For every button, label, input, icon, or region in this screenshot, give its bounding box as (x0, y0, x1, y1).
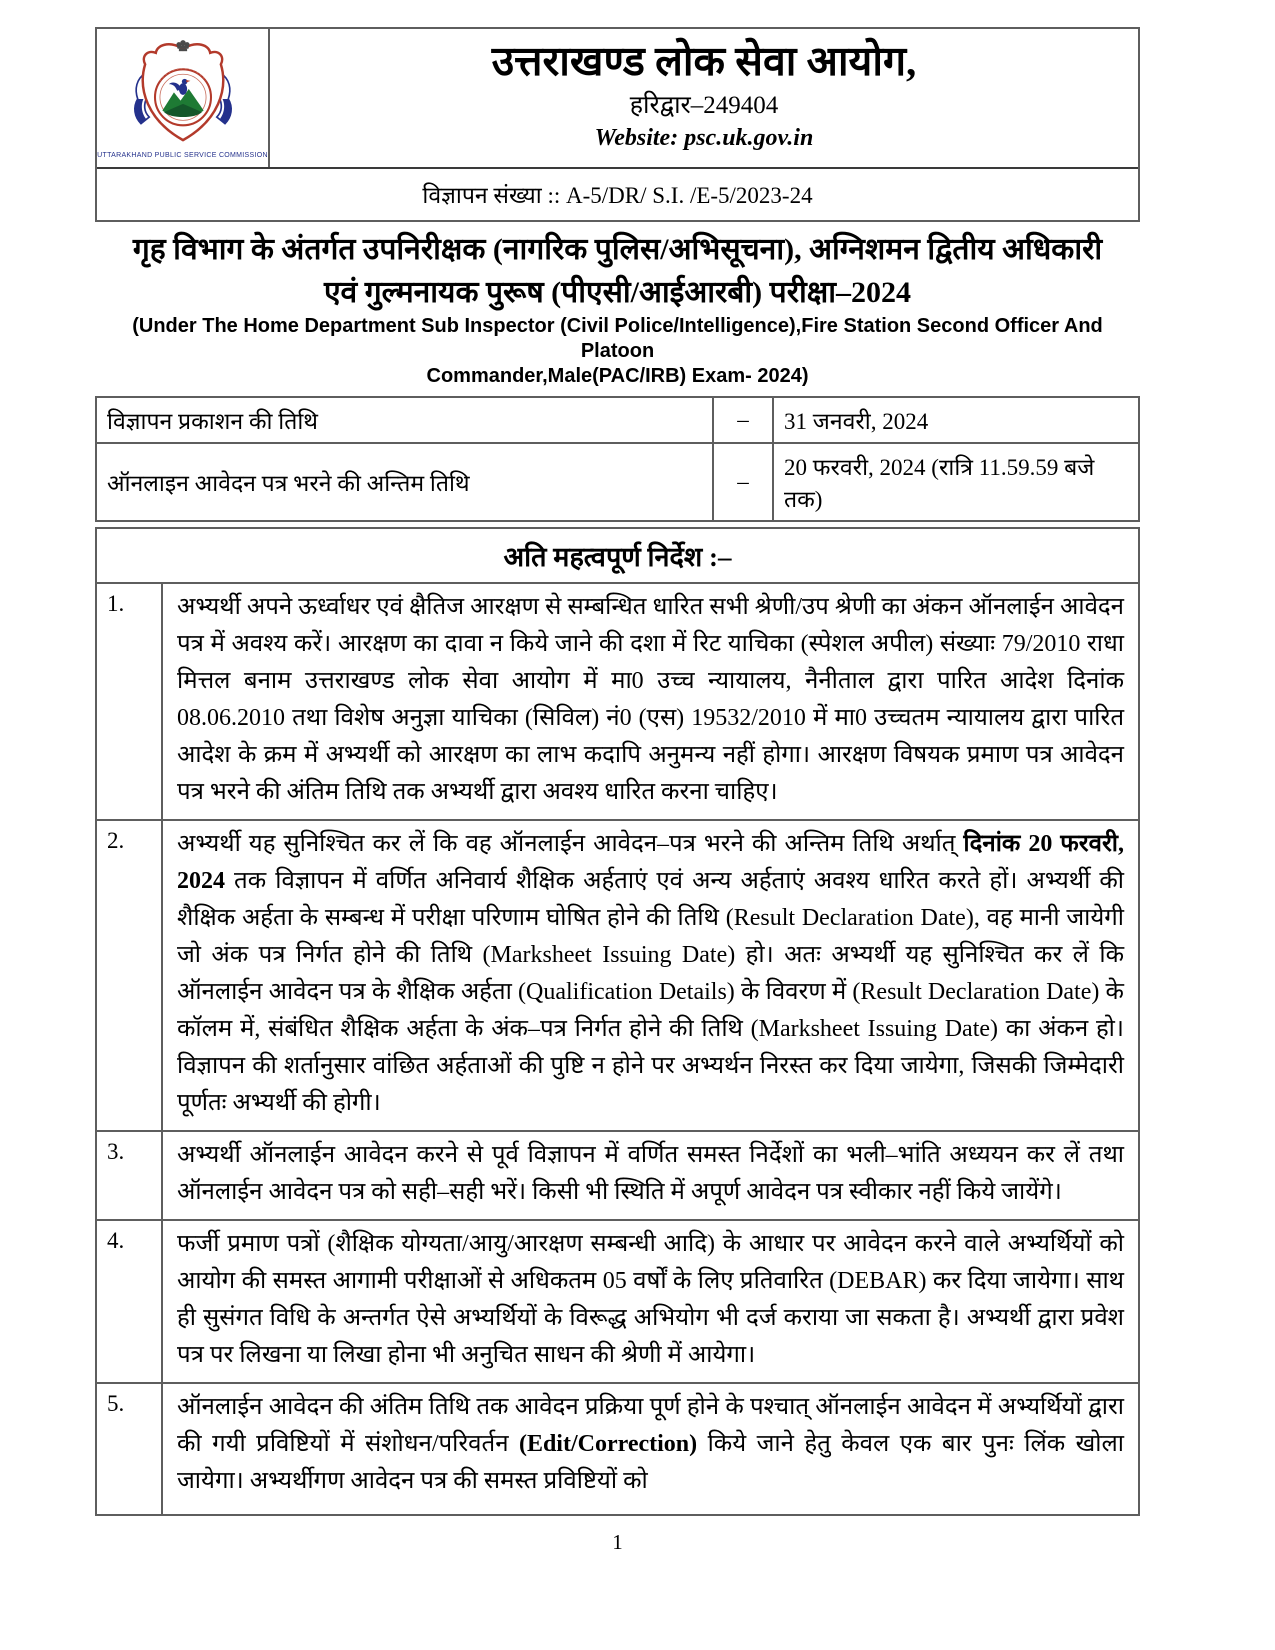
instruction-number: 3. (96, 1131, 162, 1220)
commission-logo (97, 29, 270, 167)
instruction-text-segment: ऑनलाईन आवेदन की अंतिम तिथि तक आवेदन प्रक्रिया पूर्ण होने के पश्चात् ऑनलाईन आवेदन में अभ्यर्थियों द्वारा की गयी प्रविष्टियों में संशोधन/परिवर्तन (177, 1394, 1124, 1457)
instruction-number: 4. (96, 1220, 162, 1383)
instruction-text-segment: फर्जी प्रमाण पत्रों (शैक्षिक योग्यता/आयु/आरक्षण सम्बन्धी आदि) के आधार पर आवेदन करने वाले अभ्यर्थियों को आयोग की समस्त आगामी परीक्षाओं से अधिकतम 05 वर्षों के लिए प्रतिवारित (DEBAR) कर दिया जायेगा। साथ ही सुसंगत विधि के अन्तर्गत ऐसे अभ्यर्थियों के विरूद्ध अभियोग भी दर्ज कराया जा सकता है। अभ्यर्थी द्वारा प्रवेश पत्र पर लिखना या लिखा होना भी अनुचित साधन की श्रेणी में आयेगा। (177, 1231, 1124, 1368)
exam-title-english-line2: Commander,Male(PAC/IRB) Exam- 2024) (426, 365, 809, 387)
advertisement-number: विज्ञापन संख्या :: A-5/DR/ S.I. /E-5/2023-24 (422, 183, 813, 208)
instruction-text (162, 1220, 1139, 1383)
header-box (95, 27, 1140, 222)
key-dates-table (95, 396, 1140, 522)
date-value: 20 फरवरी, 2024 (रात्रि 11.59.59 बजे तक) (773, 443, 1139, 521)
instruction-row (96, 1383, 1139, 1515)
instruction-number: 5. (96, 1383, 162, 1515)
instruction-text-segment: अभ्यर्थी ऑनलाईन आवेदन करने से पूर्व विज्ञापन में वर्णित समस्त निर्देशों का भली–भांति अध्ययन कर लें तथा ऑनलाईन आवेदन पत्र को सही–सही भरें। किसी भी स्थिति में अपूर्ण आवेदन पत्र स्वीकार नहीं किये जायेंगे। (177, 1142, 1124, 1205)
instruction-row (96, 1131, 1139, 1220)
commission-emblem-icon (121, 38, 245, 150)
date-label: विज्ञापन प्रकाशन की तिथि (96, 397, 713, 443)
instruction-text (162, 1383, 1139, 1515)
notification-page (95, 0, 1140, 1555)
instruction-text-segment-bold: दिनांक 20 फरवरी, 2024 (177, 831, 1125, 894)
organization-name: उत्तराखण्ड लोक सेवा आयोग, (491, 38, 917, 84)
instructions-table (95, 527, 1140, 1516)
header-top-row (97, 29, 1138, 169)
page-number: 1 (612, 1530, 623, 1554)
exam-title-hindi-line1: गृह विभाग के अंतर्गत उपनिरीक्षक (नागरिक पुलिस/अभिसूचना), अग्निशमन द्वितीय अधिकारी (132, 233, 1103, 266)
instruction-text-segment: तक विज्ञापन में वर्णित अनिवार्य शैक्षिक अर्हताएं एवं अन्य अर्हताएं अवश्य धारित करते हों। अभ्यर्थी की शैक्षिक अर्हता के सम्बन्ध में परीक्षा परिणाम घोषित होने की तिथि (Result Declaration Date), वह मानी जायेगी जो अंक पत्र निर्गत होने की तिथि (Marksheet Issuing Date) हो। अतः अभ्यर्थी यह सुनिश्चित कर लें कि ऑनलाईन आवेदन पत्र के शैक्षिक अर्हता (Qualification Details) के विवरण में (Result Declaration Date) के कॉलम में, संबंधित शैक्षिक अर्हता के अंक–पत्र निर्गत होने की तिथि (Marksheet Issuing Date) का अंकन हो। विज्ञापन की शर्तानुसार वांछित अर्हताओं की पुष्टि न होने पर अभ्यर्थन निरस्त कर दिया जायेगा, जिसकी जिम्मेदारी पूर्णतः अभ्यर्थी की होगी। (177, 868, 1124, 1116)
instruction-number: 2. (96, 820, 162, 1131)
instruction-text (162, 583, 1139, 820)
place-pincode: हरिद्वार–249404 (629, 92, 779, 119)
date-separator: – (713, 397, 773, 443)
date-label: ऑनलाइन आवेदन पत्र भरने की अन्तिम तिथि (96, 443, 713, 521)
exam-title-block (95, 228, 1140, 389)
instruction-row (96, 583, 1139, 820)
exam-title-hindi-line2: एवं गुल्मनायक पुरूष (पीएसी/आईआरबी) परीक्षा–2024 (323, 276, 912, 309)
instruction-text (162, 1131, 1139, 1220)
instructions-heading-row (96, 528, 1139, 583)
exam-title-english-line1: (Under The Home Department Sub Inspector (Civil Police/Intelligence),Fire Station Second Officer And Platoon (132, 315, 1103, 362)
instruction-text (162, 820, 1139, 1131)
table-row (96, 397, 1139, 443)
date-value: 31 जनवरी, 2024 (773, 397, 1139, 443)
logo-caption: UTTARAKHAND PUBLIC SERVICE COMMISSION (97, 151, 268, 159)
instruction-text-segment: अभ्यर्थी अपने ऊर्ध्वाधर एवं क्षैतिज आरक्षण से सम्बन्धित धारित सभी श्रेणी/उप श्रेणी का अंकन ऑनलाईन आवेदन पत्र में अवश्य करें। आरक्षण का दावा न किये जाने की दशा में रिट याचिका (स्पेशल अपील) संख्याः 79/2010 राधा मित्तल बनाम उत्तराखण्ड लोक सेवा आयोग में मा0 उच्च न्यायालय, नैनीताल द्वारा पारित आदेश दिनांक 08.06.2010 तथा विशेष अनुज्ञा याचिका (सिविल) नं0 (एस) 19532/2010 में मा0 उच्चतम न्यायालय द्वारा पारित आदेश के क्रम में अभ्यर्थी को आरक्षण का लाभ कदापि अनुमन्य नहीं होगा। आरक्षण विषयक प्रमाण पत्र आवेदन पत्र भरने की अंतिम तिथि तक अभ्यर्थी द्वारा अवश्य धारित करना चाहिए। (177, 594, 1124, 805)
instruction-text-segment: किये जाने हेतु केवल एक बार पुनः लिंक खोला जायेगा। अभ्यर्थीगण आवेदन पत्र की समस्त प्रविष्टियों को (177, 1431, 1124, 1494)
instructions-heading: अति महत्वपूर्ण निर्देश :– (96, 528, 1139, 583)
instruction-row (96, 820, 1139, 1131)
website-text: Website: psc.uk.gov.in (594, 125, 814, 151)
instruction-text-segment-bold: (Edit/Correction) (518, 1431, 698, 1457)
instruction-row (96, 1220, 1139, 1383)
table-row (96, 443, 1139, 521)
instruction-text-segment: अभ्यर्थी यह सुनिश्चित कर लें कि वह ऑनलाईन आवेदन–पत्र भरने की अन्तिम तिथि अर्थात् (177, 831, 964, 857)
date-separator: – (713, 443, 773, 521)
header-title-cell (270, 29, 1138, 167)
instruction-number: 1. (96, 583, 162, 820)
